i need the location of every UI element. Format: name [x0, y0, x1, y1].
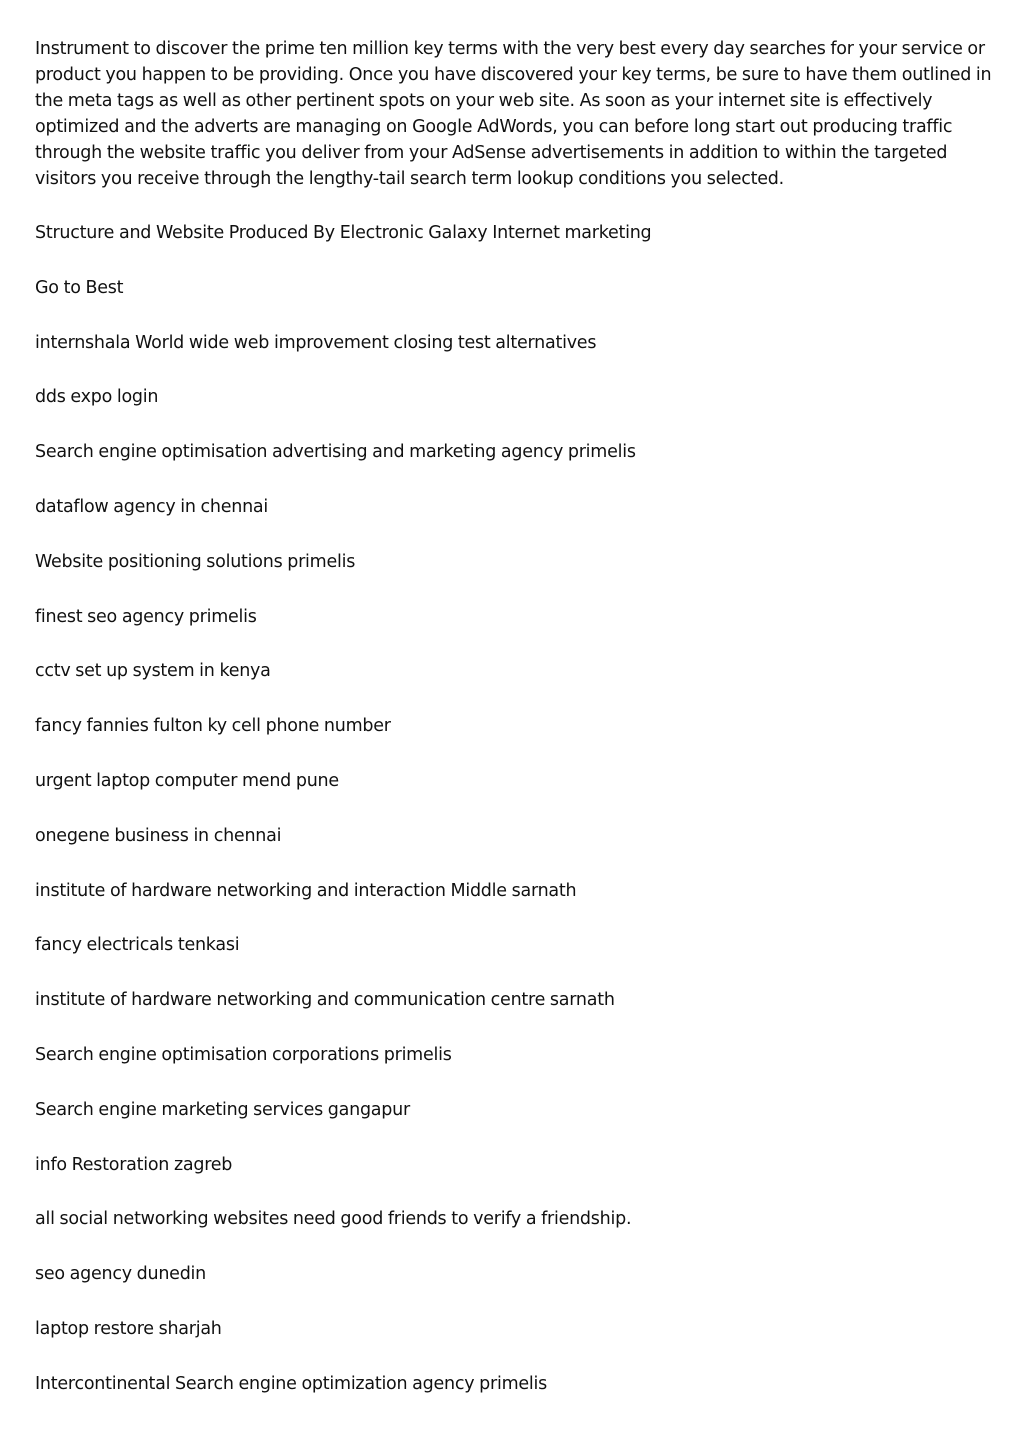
list-item	[35, 650, 995, 705]
list-item	[35, 431, 995, 486]
list-item	[35, 924, 995, 979]
keyword-link[interactable]: Search engine optimisation corporations primelis	[35, 1044, 452, 1065]
keyword-link[interactable]: finest seo agency primelis	[35, 606, 257, 627]
keyword-link[interactable]: info Restoration zagreb	[35, 1154, 233, 1175]
keyword-link[interactable]: Search engine marketing services gangapur	[35, 1099, 410, 1120]
keyword-link[interactable]: fancy fannies fulton ky cell phone number	[35, 716, 391, 737]
keyword-link[interactable]: seo agency dunedin	[35, 1264, 207, 1285]
list-item	[35, 815, 995, 870]
keyword-link[interactable]: all social networking websites need good friends to verify a friendship.	[35, 1209, 632, 1230]
list-item	[35, 1144, 995, 1199]
list-item	[35, 376, 995, 431]
list-item	[35, 212, 995, 267]
keyword-link[interactable]: cctv set up system in kenya	[35, 661, 271, 682]
list-item	[35, 1308, 995, 1363]
list-item	[35, 322, 995, 377]
keyword-link[interactable]: dataflow agency in chennai	[35, 496, 269, 517]
keyword-link[interactable]: institute of hardware networking and communication centre sarnath	[35, 990, 615, 1011]
list-item	[35, 1089, 995, 1144]
keyword-link[interactable]: Intercontinental Search engine optimization agency primelis	[35, 1373, 547, 1394]
keyword-link[interactable]: urgent laptop computer mend pune	[35, 770, 339, 791]
footer-credit-text: Structure and Website Produced By Electronic Galaxy Internet marketing	[35, 223, 652, 243]
keyword-link[interactable]: laptop restore sharjah	[35, 1318, 222, 1339]
keyword-link[interactable]: fancy electricals tenkasi	[35, 935, 240, 956]
keyword-link[interactable]: onegene business in chennai	[35, 825, 282, 846]
list-item	[35, 486, 995, 541]
keyword-link[interactable]: institute of hardware networking and interaction Middle sarnath	[35, 880, 577, 901]
document-page	[35, 36, 995, 1418]
list-item	[35, 1198, 995, 1253]
list-item	[35, 1363, 995, 1418]
intro-paragraph: Instrument to discover the prime ten million key terms with the very best every day searches for your service or product you happen to be providing. Once you have discovered your key terms, be sure to have them outlined in the meta tags as well as other pertinent spots on your web site. As soon as your internet site is effectively optimized and the adverts are managing on Google AdWords, you can before long start out producing traffic through the website traffic you deliver from your AdSense advertisements in addition to within the targeted visitors you receive through the lengthy-tail search term lookup conditions you selected.	[35, 39, 992, 189]
list-item	[35, 267, 995, 322]
keyword-link[interactable]: dds expo login	[35, 387, 159, 408]
keyword-list	[35, 212, 995, 1418]
list-item	[35, 596, 995, 651]
keyword-link[interactable]: Website positioning solutions primelis	[35, 551, 356, 572]
go-to-top-link[interactable]: Go to Best	[35, 277, 124, 298]
list-item	[35, 1034, 995, 1089]
keyword-link[interactable]: internshala World wide web improvement closing test alternatives	[35, 332, 597, 353]
list-item	[35, 541, 995, 596]
list-item	[35, 760, 995, 815]
keyword-link[interactable]: Search engine optimisation advertising and marketing agency primelis	[35, 442, 636, 463]
list-item	[35, 979, 995, 1034]
list-item	[35, 870, 995, 925]
list-item	[35, 1253, 995, 1308]
list-item	[35, 705, 995, 760]
